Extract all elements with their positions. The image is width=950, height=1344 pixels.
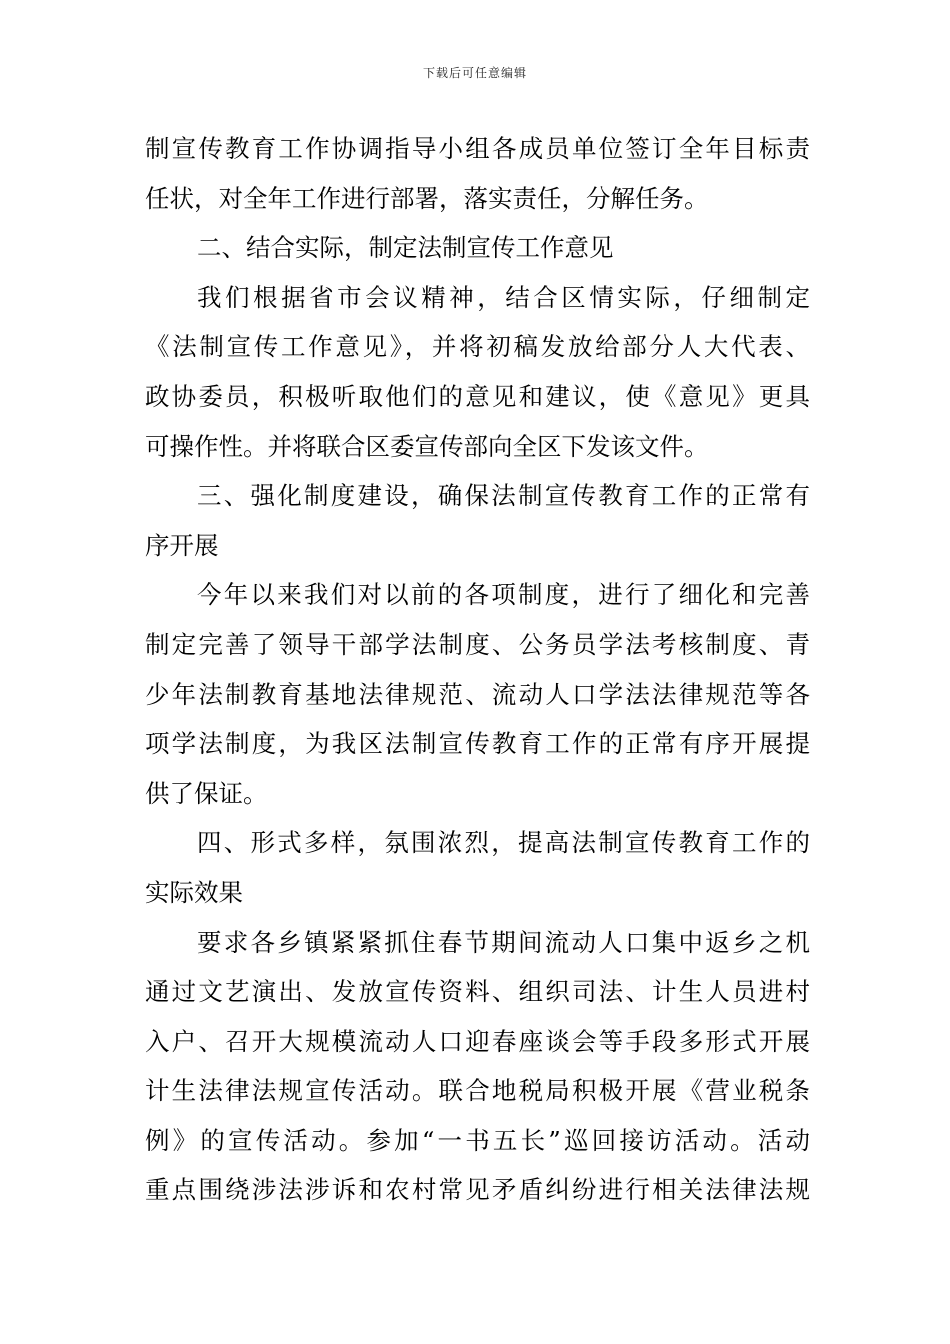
text-line: 制定完善了领导干部学法制度、公务员学法考核制度、青 [145, 629, 810, 659]
text-line: 供了保证。 [145, 778, 268, 808]
text-line: 例》的宣传活动。参加“一书五长”巡回接访活动。活动 [145, 1125, 810, 1155]
section-heading-continued: 序开展 [145, 530, 219, 560]
page-header: 下载后可任意编辑 [422, 66, 527, 80]
section-heading: 三、强化制度建设，确保法制宣传教育工作的正常有 [197, 481, 810, 511]
text-line: 少年法制教育基地法律规范、流动人口学法法律规范等各 [145, 679, 810, 709]
text-line: 重点围绕涉法涉诉和农村常见矛盾纠纷进行相关法律法规 [145, 1175, 810, 1205]
text-line: 今年以来我们对以前的各项制度，进行了细化和完善 [197, 580, 810, 610]
text-line: 可操作性。并将联合区委宣传部向全区下发该文件。 [145, 431, 709, 461]
text-line: 政协委员，积极听取他们的意见和建议，使《意见》更具 [145, 381, 810, 411]
text-line: 我们根据省市会议精神，结合区情实际，仔细制定 [197, 282, 810, 312]
document-body [145, 124, 810, 1215]
text-line: 通过文艺演出、发放宣传资料、组织司法、计生人员进村 [145, 977, 810, 1007]
text-line: 入户、召开大规模流动人口迎春座谈会等手段多形式开展 [145, 1026, 810, 1056]
section-heading: 二、结合实际，制定法制宣传工作意见 [197, 233, 614, 263]
section-heading: 四、形式多样，氛围浓烈，提高法制宣传教育工作的 [197, 828, 810, 858]
text-line: 要求各乡镇紧紧抓住春节期间流动人口集中返乡之机 [197, 927, 810, 957]
text-line: 计生法律法规宣传活动。联合地税局积极开展《营业税条 [145, 1076, 810, 1106]
text-line: 《法制宣传工作意见》，并将初稿发放给部分人大代表、 [145, 332, 810, 362]
text-line: 项学法制度，为我区法制宣传教育工作的正常有序开展提 [145, 729, 810, 759]
text-line: 任状，对全年工作进行部署，落实责任，分解任务。 [145, 183, 709, 213]
text-line: 制宣传教育工作协调指导小组各成员单位签订全年目标责 [145, 134, 810, 163]
section-heading-continued: 实际效果 [145, 877, 243, 907]
